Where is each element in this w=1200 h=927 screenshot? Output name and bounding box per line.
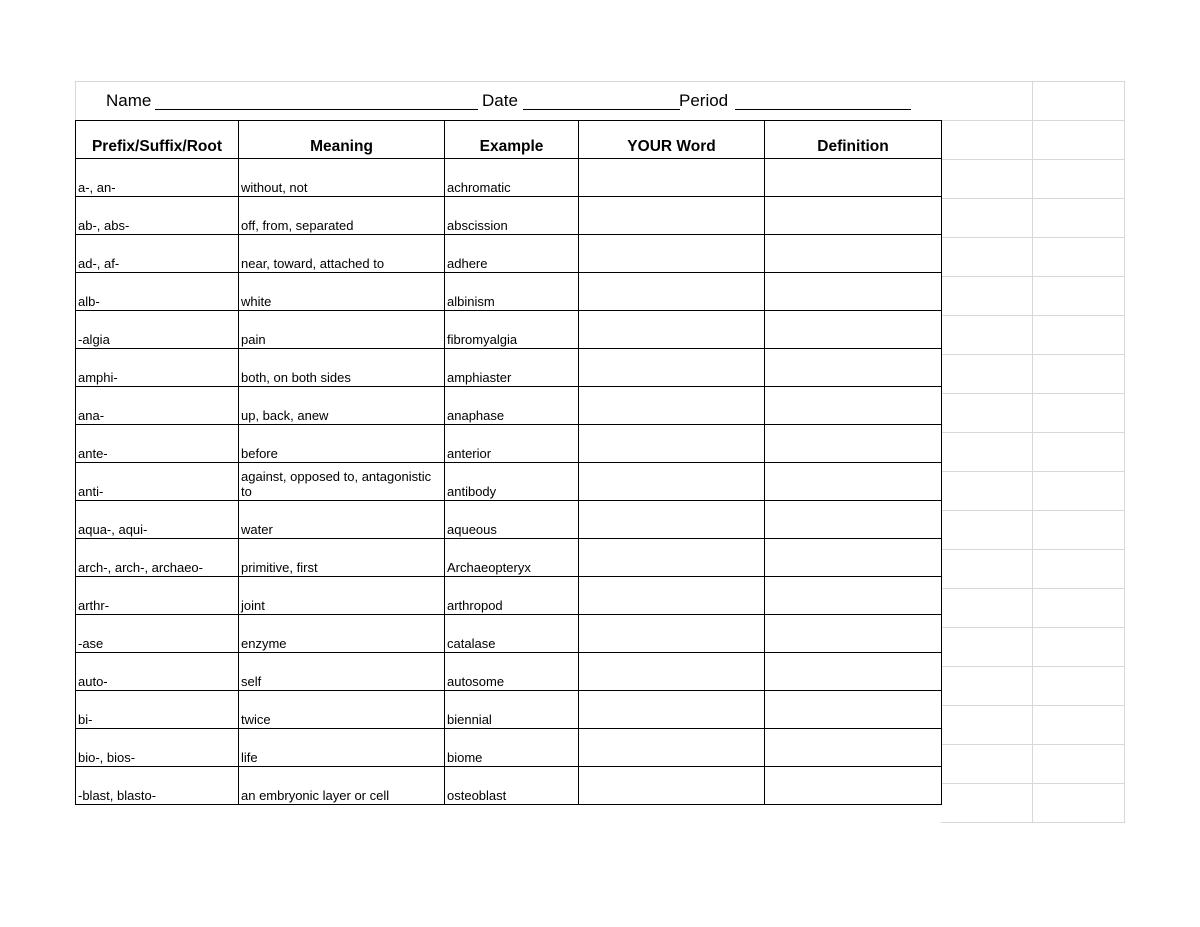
your-word-cell[interactable] bbox=[579, 577, 765, 615]
your-word-cell[interactable] bbox=[579, 691, 765, 729]
example-cell: albinism bbox=[445, 273, 579, 311]
meaning-cell: pain bbox=[239, 311, 445, 349]
your-word-cell[interactable] bbox=[579, 653, 765, 691]
gridline bbox=[941, 393, 1125, 394]
your-word-cell[interactable] bbox=[579, 501, 765, 539]
meaning-cell: an embryonic layer or cell bbox=[239, 767, 445, 805]
col-header-definition: Definition bbox=[765, 121, 942, 159]
col-header-meaning: Meaning bbox=[239, 121, 445, 159]
meaning-cell: twice bbox=[239, 691, 445, 729]
definition-cell[interactable] bbox=[765, 501, 942, 539]
table-header-row bbox=[76, 121, 942, 159]
col-header-your-word: YOUR Word bbox=[579, 121, 765, 159]
example-cell: biennial bbox=[445, 691, 579, 729]
prefix-cell: anti- bbox=[76, 463, 239, 501]
example-cell: catalase bbox=[445, 615, 579, 653]
gridline bbox=[941, 120, 1125, 121]
prefix-cell: arthr- bbox=[76, 577, 239, 615]
prefix-cell: ante- bbox=[76, 425, 239, 463]
gridline bbox=[941, 198, 1125, 199]
example-cell: Archaeopteryx bbox=[445, 539, 579, 577]
meaning-cell: water bbox=[239, 501, 445, 539]
gridline bbox=[941, 627, 1125, 628]
meaning-cell: both, on both sides bbox=[239, 349, 445, 387]
your-word-cell[interactable] bbox=[579, 463, 765, 501]
date-label: Date bbox=[482, 91, 518, 110]
gridline bbox=[941, 783, 1125, 784]
gridline bbox=[941, 549, 1125, 550]
definition-cell[interactable] bbox=[765, 197, 942, 235]
prefix-cell: ana- bbox=[76, 387, 239, 425]
table-row bbox=[76, 273, 942, 311]
table-row bbox=[76, 653, 942, 691]
gridline bbox=[941, 81, 1125, 82]
meaning-cell: self bbox=[239, 653, 445, 691]
date-blank[interactable] bbox=[523, 109, 680, 110]
table-row bbox=[76, 577, 942, 615]
definition-cell[interactable] bbox=[765, 691, 942, 729]
gridline bbox=[941, 822, 1125, 823]
table-row bbox=[76, 501, 942, 539]
definition-cell[interactable] bbox=[765, 767, 942, 805]
table-row bbox=[76, 387, 942, 425]
period-label: Period bbox=[679, 91, 729, 110]
table-row bbox=[76, 463, 942, 501]
table-row bbox=[76, 197, 942, 235]
table-row bbox=[76, 615, 942, 653]
gridline bbox=[941, 159, 1125, 160]
your-word-cell[interactable] bbox=[579, 349, 765, 387]
gridline bbox=[1032, 81, 1033, 823]
prefix-cell: aqua-, aqui- bbox=[76, 501, 239, 539]
example-cell: anterior bbox=[445, 425, 579, 463]
table-row bbox=[76, 425, 942, 463]
prefix-cell: a-, an- bbox=[76, 159, 239, 197]
example-cell: biome bbox=[445, 729, 579, 767]
definition-cell[interactable] bbox=[765, 311, 942, 349]
gridline bbox=[941, 744, 1125, 745]
table-row bbox=[76, 311, 942, 349]
example-cell: adhere bbox=[445, 235, 579, 273]
your-word-cell[interactable] bbox=[579, 197, 765, 235]
table-row bbox=[76, 539, 942, 577]
period-blank[interactable] bbox=[735, 109, 911, 110]
your-word-cell[interactable] bbox=[579, 387, 765, 425]
prefix-cell: bi- bbox=[76, 691, 239, 729]
col-header-example: Example bbox=[445, 121, 579, 159]
definition-cell[interactable] bbox=[765, 539, 942, 577]
your-word-cell[interactable] bbox=[579, 273, 765, 311]
gridline bbox=[941, 471, 1125, 472]
your-word-cell[interactable] bbox=[579, 615, 765, 653]
example-cell: anaphase bbox=[445, 387, 579, 425]
prefix-cell: alb- bbox=[76, 273, 239, 311]
meaning-cell: joint bbox=[239, 577, 445, 615]
prefix-cell: -algia bbox=[76, 311, 239, 349]
meaning-cell: enzyme bbox=[239, 615, 445, 653]
gridline bbox=[941, 666, 1125, 667]
definition-cell[interactable] bbox=[765, 425, 942, 463]
gridline bbox=[941, 237, 1125, 238]
name-blank[interactable] bbox=[155, 109, 478, 110]
definition-cell[interactable] bbox=[765, 577, 942, 615]
meaning-cell: white bbox=[239, 273, 445, 311]
table-row bbox=[76, 349, 942, 387]
meaning-cell: life bbox=[239, 729, 445, 767]
gridline bbox=[941, 588, 1125, 589]
example-cell: arthropod bbox=[445, 577, 579, 615]
meaning-cell: off, from, separated bbox=[239, 197, 445, 235]
gridline bbox=[941, 705, 1125, 706]
your-word-cell[interactable] bbox=[579, 159, 765, 197]
meaning-cell: before bbox=[239, 425, 445, 463]
prefix-cell: bio-, bios- bbox=[76, 729, 239, 767]
gridline bbox=[941, 354, 1125, 355]
meaning-cell: near, toward, attached to bbox=[239, 235, 445, 273]
definition-cell[interactable] bbox=[765, 235, 942, 273]
prefix-cell: ab-, abs- bbox=[76, 197, 239, 235]
table-body bbox=[76, 159, 942, 805]
your-word-cell[interactable] bbox=[579, 767, 765, 805]
definition-cell[interactable] bbox=[765, 463, 942, 501]
meaning-cell: without, not bbox=[239, 159, 445, 197]
table-row bbox=[76, 159, 942, 197]
example-cell: achromatic bbox=[445, 159, 579, 197]
your-word-cell[interactable] bbox=[579, 425, 765, 463]
meaning-cell: primitive, first bbox=[239, 539, 445, 577]
your-word-cell[interactable] bbox=[579, 539, 765, 577]
definition-cell[interactable] bbox=[765, 653, 942, 691]
vocab-table bbox=[75, 120, 942, 805]
gridline bbox=[941, 315, 1125, 316]
prefix-cell: arch-, arch-, archaeo- bbox=[76, 539, 239, 577]
table-row bbox=[76, 729, 942, 767]
your-word-cell[interactable] bbox=[579, 235, 765, 273]
table-row bbox=[76, 767, 942, 805]
table-row bbox=[76, 235, 942, 273]
example-cell: amphiaster bbox=[445, 349, 579, 387]
gridline bbox=[941, 276, 1125, 277]
student-info-row bbox=[75, 81, 941, 120]
prefix-cell: auto- bbox=[76, 653, 239, 691]
example-cell: osteoblast bbox=[445, 767, 579, 805]
example-cell: antibody bbox=[445, 463, 579, 501]
gridline bbox=[941, 432, 1125, 433]
prefix-cell: ad-, af- bbox=[76, 235, 239, 273]
meaning-cell: up, back, anew bbox=[239, 387, 445, 425]
definition-cell[interactable] bbox=[765, 349, 942, 387]
gridline bbox=[1124, 81, 1125, 823]
definition-cell[interactable] bbox=[765, 273, 942, 311]
example-cell: fibromyalgia bbox=[445, 311, 579, 349]
your-word-cell[interactable] bbox=[579, 311, 765, 349]
gridline bbox=[941, 510, 1125, 511]
prefix-cell: -ase bbox=[76, 615, 239, 653]
meaning-cell: against, opposed to, antagonistic to bbox=[239, 463, 445, 501]
definition-cell[interactable] bbox=[765, 387, 942, 425]
prefix-cell: amphi- bbox=[76, 349, 239, 387]
example-cell: autosome bbox=[445, 653, 579, 691]
example-cell: abscission bbox=[445, 197, 579, 235]
definition-cell[interactable] bbox=[765, 159, 942, 197]
prefix-cell: -blast, blasto- bbox=[76, 767, 239, 805]
worksheet bbox=[75, 81, 1125, 823]
table-row bbox=[76, 691, 942, 729]
col-header-prefix: Prefix/Suffix/Root bbox=[76, 121, 239, 159]
name-label: Name bbox=[106, 91, 152, 110]
definition-cell[interactable] bbox=[765, 729, 942, 767]
your-word-cell[interactable] bbox=[579, 729, 765, 767]
definition-cell[interactable] bbox=[765, 615, 942, 653]
example-cell: aqueous bbox=[445, 501, 579, 539]
